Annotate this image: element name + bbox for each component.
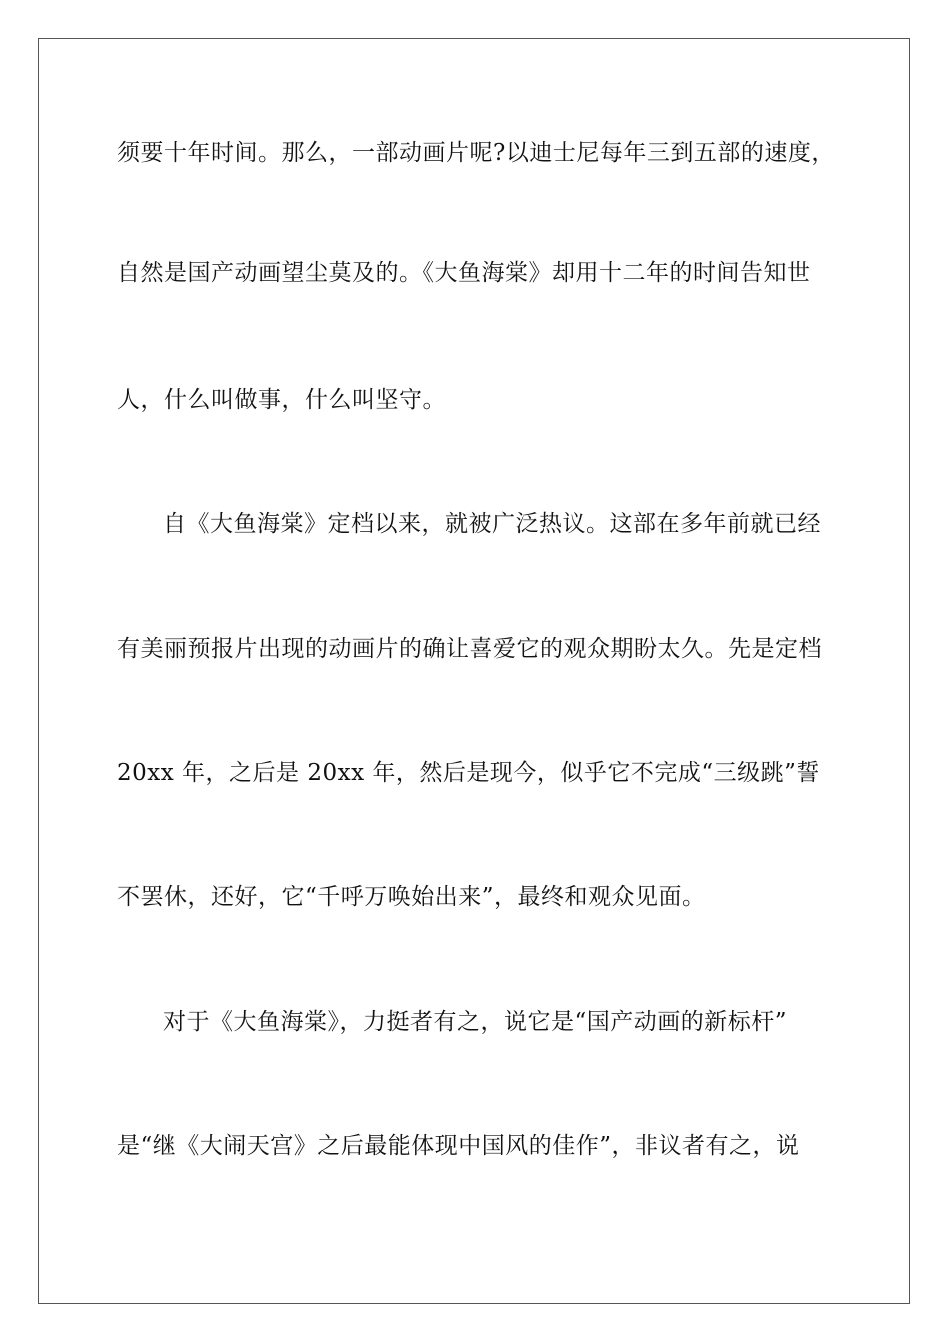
page-border bbox=[38, 38, 910, 1304]
text-line-3: 人，什么叫做事，什么叫坚守。 bbox=[117, 387, 446, 413]
text-line-1: 须要十年时间。那么，一部动画片呢?以迪士尼每年三到五部的速度， bbox=[117, 140, 835, 166]
text-line-4-paragraph-start: 自《大鱼海棠》定档以来，就被广泛热议。这部在多年前就已经 bbox=[163, 511, 821, 537]
text-line-2: 自然是国产动画望尘莫及的。《大鱼海棠》却用十二年的时间告知世 bbox=[117, 260, 811, 286]
text-line-6: 20xx 年，之后是 20xx 年，然后是现今，似乎它不完成“三级跳”誓 bbox=[117, 760, 820, 786]
text-line-7: 不罢休，还好，它“千呼万唤始出来”，最终和观众见面。 bbox=[117, 884, 706, 910]
text-line-5: 有美丽预报片出现的动画片的确让喜爱它的观众期盼太久。先是定档 bbox=[117, 636, 822, 662]
text-line-9: 是“继《大闹天宫》之后最能体现中国风的佳作”，非议者有之，说 bbox=[117, 1133, 800, 1159]
text-line-8-paragraph-start: 对于《大鱼海棠》，力挺者有之，说它是“国产动画的新标杆” bbox=[163, 1009, 788, 1035]
